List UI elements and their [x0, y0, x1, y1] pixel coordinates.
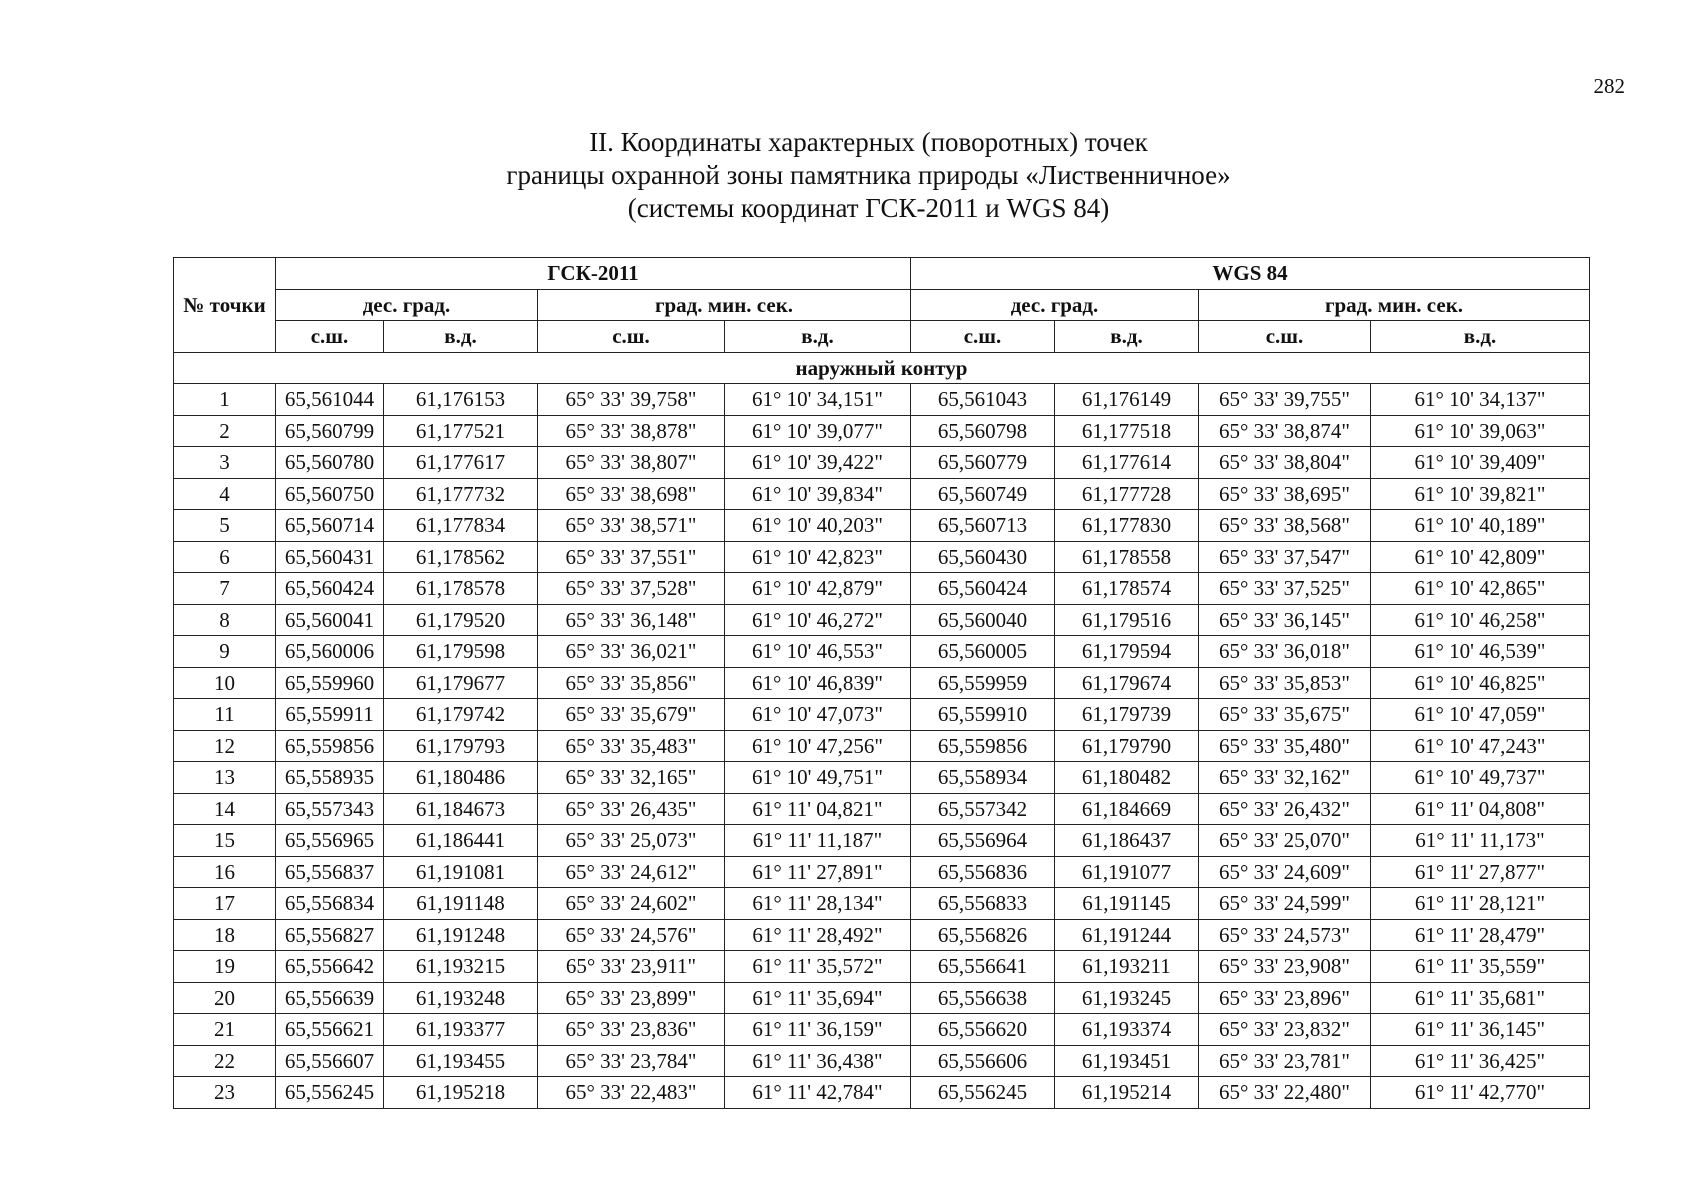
- gsk-dms-lon-cell: 61° 11' 36,159": [725, 1014, 911, 1046]
- coordinates-table: [173, 257, 1590, 1109]
- gsk-dms-lat-cell: 65° 33' 25,073": [538, 825, 725, 857]
- wgs-dec-lat-cell: 65,556964: [911, 825, 1055, 857]
- wgs-dms-lat-cell: 65° 33' 35,675": [1199, 699, 1371, 731]
- gsk-dms-lat-cell: 65° 33' 24,602": [538, 888, 725, 920]
- gsk-dms-lat-cell: 65° 33' 37,528": [538, 573, 725, 605]
- gsk-dec-lat-cell: 65,560431: [276, 541, 384, 573]
- wgs-dec-lon-cell: 61,178558: [1055, 541, 1199, 573]
- point-number-cell: 9: [174, 636, 276, 668]
- wgs-dec-lon-cell: 61,179739: [1055, 699, 1199, 731]
- wgs-dec-lon-cell: 61,178574: [1055, 573, 1199, 605]
- wgs-dms-lat-cell: 65° 33' 36,018": [1199, 636, 1371, 668]
- table-row: [174, 1014, 1590, 1046]
- wgs-dec-lon-cell: 61,186437: [1055, 825, 1199, 857]
- header-system-wgs84: WGS 84: [911, 258, 1590, 290]
- gsk-dec-lon-cell: 61,178562: [384, 541, 538, 573]
- wgs-dms-lat-cell: 65° 33' 24,599": [1199, 888, 1371, 920]
- gsk-dms-lon-cell: 61° 10' 42,879": [725, 573, 911, 605]
- wgs-dms-lon-cell: 61° 11' 11,173": [1371, 825, 1590, 857]
- wgs-dec-lon-cell: 61,193451: [1055, 1045, 1199, 1077]
- wgs-dms-lat-cell: 65° 33' 24,609": [1199, 856, 1371, 888]
- gsk-dec-lat-cell: 65,560714: [276, 510, 384, 542]
- table-row: [174, 573, 1590, 605]
- wgs-dms-lat-cell: 65° 33' 38,804": [1199, 447, 1371, 479]
- wgs-dms-lon-cell: 61° 10' 39,063": [1371, 415, 1590, 447]
- gsk-dms-lat-cell: 65° 33' 23,911": [538, 951, 725, 983]
- wgs-dms-lon-cell: 61° 10' 39,409": [1371, 447, 1590, 479]
- table-row: [174, 1045, 1590, 1077]
- gsk-dec-lat-cell: 65,560041: [276, 604, 384, 636]
- gsk-dms-lat-cell: 65° 33' 38,571": [538, 510, 725, 542]
- wgs-dms-lat-cell: 65° 33' 23,908": [1199, 951, 1371, 983]
- gsk-dec-lat-cell: 65,556827: [276, 919, 384, 951]
- header-wgs-dec-lat: с.ш.: [911, 321, 1055, 353]
- wgs-dec-lon-cell: 61,177518: [1055, 415, 1199, 447]
- wgs-dms-lon-cell: 61° 11' 04,808": [1371, 793, 1590, 825]
- gsk-dms-lon-cell: 61° 10' 34,151": [725, 384, 911, 416]
- wgs-dms-lat-cell: 65° 33' 23,781": [1199, 1045, 1371, 1077]
- wgs-dec-lat-cell: 65,560430: [911, 541, 1055, 573]
- table-row: [174, 951, 1590, 983]
- gsk-dms-lon-cell: 61° 11' 35,694": [725, 982, 911, 1014]
- gsk-dec-lon-cell: 61,177521: [384, 415, 538, 447]
- wgs-dec-lat-cell: 65,559910: [911, 699, 1055, 731]
- point-number-cell: 20: [174, 982, 276, 1014]
- wgs-dms-lat-cell: 65° 33' 38,695": [1199, 478, 1371, 510]
- wgs-dec-lat-cell: 65,559856: [911, 730, 1055, 762]
- gsk-dec-lat-cell: 65,558935: [276, 762, 384, 794]
- gsk-dms-lat-cell: 65° 33' 36,148": [538, 604, 725, 636]
- wgs-dms-lon-cell: 61° 10' 46,539": [1371, 636, 1590, 668]
- wgs-dec-lon-cell: 61,179594: [1055, 636, 1199, 668]
- gsk-dec-lon-cell: 61,180486: [384, 762, 538, 794]
- point-number-cell: 23: [174, 1077, 276, 1109]
- gsk-dms-lon-cell: 61° 10' 40,203": [725, 510, 911, 542]
- wgs-dms-lon-cell: 61° 11' 35,559": [1371, 951, 1590, 983]
- point-number-cell: 12: [174, 730, 276, 762]
- table-row: [174, 604, 1590, 636]
- wgs-dec-lon-cell: 61,191077: [1055, 856, 1199, 888]
- wgs-dec-lon-cell: 61,179516: [1055, 604, 1199, 636]
- gsk-dms-lat-cell: 65° 33' 37,551": [538, 541, 725, 573]
- document-title: [0, 126, 1697, 225]
- table-row: [174, 699, 1590, 731]
- gsk-dms-lon-cell: 61° 10' 46,839": [725, 667, 911, 699]
- wgs-dms-lon-cell: 61° 10' 34,137": [1371, 384, 1590, 416]
- wgs-dms-lon-cell: 61° 10' 47,059": [1371, 699, 1590, 731]
- gsk-dec-lat-cell: 65,556639: [276, 982, 384, 1014]
- section-row: [174, 352, 1590, 384]
- wgs-dms-lat-cell: 65° 33' 38,874": [1199, 415, 1371, 447]
- wgs-dms-lon-cell: 61° 10' 47,243": [1371, 730, 1590, 762]
- wgs-dec-lat-cell: 65,560713: [911, 510, 1055, 542]
- gsk-dec-lon-cell: 61,177834: [384, 510, 538, 542]
- gsk-dec-lat-cell: 65,556642: [276, 951, 384, 983]
- wgs-dms-lon-cell: 61° 10' 39,821": [1371, 478, 1590, 510]
- wgs-dms-lat-cell: 65° 33' 32,162": [1199, 762, 1371, 794]
- wgs-dec-lat-cell: 65,559959: [911, 667, 1055, 699]
- gsk-dms-lat-cell: 65° 33' 35,483": [538, 730, 725, 762]
- wgs-dec-lat-cell: 65,556638: [911, 982, 1055, 1014]
- section-label: наружный контур: [174, 352, 1590, 384]
- gsk-dec-lat-cell: 65,560750: [276, 478, 384, 510]
- gsk-dec-lat-cell: 65,560799: [276, 415, 384, 447]
- gsk-dms-lat-cell: 65° 33' 26,435": [538, 793, 725, 825]
- title-line-1: II. Координаты характерных (поворотных) точек: [589, 127, 1148, 157]
- wgs-dec-lat-cell: 65,556245: [911, 1077, 1055, 1109]
- gsk-dms-lon-cell: 61° 10' 47,073": [725, 699, 911, 731]
- gsk-dms-lat-cell: 65° 33' 38,698": [538, 478, 725, 510]
- header-wgs-dms-lon: в.д.: [1371, 321, 1590, 353]
- table-body: [174, 352, 1590, 1108]
- point-number-cell: 8: [174, 604, 276, 636]
- wgs-dec-lon-cell: 61,177728: [1055, 478, 1199, 510]
- point-number-cell: 15: [174, 825, 276, 857]
- gsk-dms-lon-cell: 61° 10' 39,077": [725, 415, 911, 447]
- point-number-cell: 18: [174, 919, 276, 951]
- point-number-cell: 19: [174, 951, 276, 983]
- point-number-cell: 13: [174, 762, 276, 794]
- wgs-dms-lon-cell: 61° 10' 42,809": [1371, 541, 1590, 573]
- wgs-dec-lon-cell: 61,193245: [1055, 982, 1199, 1014]
- wgs-dms-lat-cell: 65° 33' 25,070": [1199, 825, 1371, 857]
- point-number-cell: 21: [174, 1014, 276, 1046]
- wgs-dec-lat-cell: 65,556833: [911, 888, 1055, 920]
- gsk-dms-lat-cell: 65° 33' 24,576": [538, 919, 725, 951]
- table-row: [174, 919, 1590, 951]
- wgs-dms-lon-cell: 61° 11' 35,681": [1371, 982, 1590, 1014]
- point-number-cell: 5: [174, 510, 276, 542]
- wgs-dms-lon-cell: 61° 10' 46,258": [1371, 604, 1590, 636]
- gsk-dec-lat-cell: 65,556965: [276, 825, 384, 857]
- wgs-dec-lat-cell: 65,556836: [911, 856, 1055, 888]
- wgs-dec-lon-cell: 61,193211: [1055, 951, 1199, 983]
- wgs-dms-lat-cell: 65° 33' 24,573": [1199, 919, 1371, 951]
- wgs-dec-lon-cell: 61,184669: [1055, 793, 1199, 825]
- wgs-dec-lon-cell: 61,191244: [1055, 919, 1199, 951]
- gsk-dms-lat-cell: 65° 33' 23,784": [538, 1045, 725, 1077]
- wgs-dec-lat-cell: 65,556641: [911, 951, 1055, 983]
- gsk-dms-lon-cell: 61° 10' 46,553": [725, 636, 911, 668]
- gsk-dec-lat-cell: 65,557343: [276, 793, 384, 825]
- header-wgs-dec-lon: в.д.: [1055, 321, 1199, 353]
- gsk-dec-lon-cell: 61,193377: [384, 1014, 538, 1046]
- wgs-dms-lat-cell: 65° 33' 23,896": [1199, 982, 1371, 1014]
- gsk-dms-lat-cell: 65° 33' 38,878": [538, 415, 725, 447]
- title-line-2: границы охранной зоны памятника природы «Лиственничное»: [506, 160, 1231, 190]
- wgs-dec-lat-cell: 65,560424: [911, 573, 1055, 605]
- gsk-dms-lon-cell: 61° 11' 11,187": [725, 825, 911, 857]
- point-number-cell: 4: [174, 478, 276, 510]
- gsk-dms-lon-cell: 61° 10' 47,256": [725, 730, 911, 762]
- gsk-dms-lon-cell: 61° 10' 49,751": [725, 762, 911, 794]
- table-row: [174, 415, 1590, 447]
- wgs-dms-lon-cell: 61° 11' 28,479": [1371, 919, 1590, 951]
- wgs-dms-lat-cell: 65° 33' 37,547": [1199, 541, 1371, 573]
- wgs-dec-lat-cell: 65,560040: [911, 604, 1055, 636]
- header-system-gsk2011: ГСК-2011: [276, 258, 911, 290]
- wgs-dms-lon-cell: 61° 10' 40,189": [1371, 510, 1590, 542]
- gsk-dec-lon-cell: 61,193455: [384, 1045, 538, 1077]
- gsk-dec-lon-cell: 61,191248: [384, 919, 538, 951]
- wgs-dec-lat-cell: 65,560749: [911, 478, 1055, 510]
- gsk-dec-lon-cell: 61,177617: [384, 447, 538, 479]
- header-wgs-dms-lat: с.ш.: [1199, 321, 1371, 353]
- wgs-dec-lat-cell: 65,560798: [911, 415, 1055, 447]
- header-gsk-dms-lon: в.д.: [725, 321, 911, 353]
- gsk-dec-lon-cell: 61,177732: [384, 478, 538, 510]
- point-number-cell: 14: [174, 793, 276, 825]
- gsk-dms-lon-cell: 61° 10' 46,272": [725, 604, 911, 636]
- gsk-dms-lat-cell: 65° 33' 24,612": [538, 856, 725, 888]
- point-number-cell: 16: [174, 856, 276, 888]
- gsk-dec-lon-cell: 61,178578: [384, 573, 538, 605]
- wgs-dec-lon-cell: 61,177614: [1055, 447, 1199, 479]
- page-number: 282: [1593, 74, 1625, 98]
- gsk-dec-lon-cell: 61,176153: [384, 384, 538, 416]
- gsk-dec-lat-cell: 65,559960: [276, 667, 384, 699]
- header-point-number: № точки: [174, 258, 276, 353]
- gsk-dms-lon-cell: 61° 10' 39,422": [725, 447, 911, 479]
- gsk-dec-lon-cell: 61,195218: [384, 1077, 538, 1109]
- gsk-dec-lon-cell: 61,179742: [384, 699, 538, 731]
- gsk-dec-lon-cell: 61,184673: [384, 793, 538, 825]
- table-row: [174, 510, 1590, 542]
- header-gsk-decimal-degrees: дес. град.: [276, 289, 538, 321]
- header-wgs-decimal-degrees: дес. град.: [911, 289, 1199, 321]
- table-row: [174, 825, 1590, 857]
- table-header: [174, 258, 1590, 353]
- gsk-dms-lat-cell: 65° 33' 38,807": [538, 447, 725, 479]
- gsk-dec-lat-cell: 65,559856: [276, 730, 384, 762]
- gsk-dms-lon-cell: 61° 11' 36,438": [725, 1045, 911, 1077]
- wgs-dec-lon-cell: 61,193374: [1055, 1014, 1199, 1046]
- gsk-dms-lat-cell: 65° 33' 23,899": [538, 982, 725, 1014]
- gsk-dec-lat-cell: 65,556834: [276, 888, 384, 920]
- wgs-dec-lat-cell: 65,557342: [911, 793, 1055, 825]
- wgs-dms-lon-cell: 61° 11' 36,145": [1371, 1014, 1590, 1046]
- wgs-dms-lat-cell: 65° 33' 35,853": [1199, 667, 1371, 699]
- table-row: [174, 888, 1590, 920]
- gsk-dms-lon-cell: 61° 10' 42,823": [725, 541, 911, 573]
- wgs-dec-lat-cell: 65,556620: [911, 1014, 1055, 1046]
- gsk-dec-lat-cell: 65,560006: [276, 636, 384, 668]
- gsk-dms-lon-cell: 61° 11' 28,134": [725, 888, 911, 920]
- table-row: [174, 982, 1590, 1014]
- wgs-dms-lat-cell: 65° 33' 26,432": [1199, 793, 1371, 825]
- header-wgs-dms: град. мин. сек.: [1199, 289, 1590, 321]
- table-row: [174, 793, 1590, 825]
- gsk-dms-lat-cell: 65° 33' 35,679": [538, 699, 725, 731]
- wgs-dec-lat-cell: 65,561043: [911, 384, 1055, 416]
- gsk-dec-lon-cell: 61,179793: [384, 730, 538, 762]
- gsk-dms-lat-cell: 65° 33' 35,856": [538, 667, 725, 699]
- wgs-dms-lat-cell: 65° 33' 39,755": [1199, 384, 1371, 416]
- gsk-dec-lat-cell: 65,556245: [276, 1077, 384, 1109]
- table-row: [174, 541, 1590, 573]
- wgs-dec-lon-cell: 61,195214: [1055, 1077, 1199, 1109]
- header-gsk-dec-lat: с.ш.: [276, 321, 384, 353]
- wgs-dms-lon-cell: 61° 11' 36,425": [1371, 1045, 1590, 1077]
- gsk-dec-lon-cell: 61,191148: [384, 888, 538, 920]
- point-number-cell: 2: [174, 415, 276, 447]
- point-number-cell: 1: [174, 384, 276, 416]
- wgs-dms-lat-cell: 65° 33' 38,568": [1199, 510, 1371, 542]
- gsk-dms-lat-cell: 65° 33' 23,836": [538, 1014, 725, 1046]
- wgs-dec-lat-cell: 65,556606: [911, 1045, 1055, 1077]
- gsk-dms-lon-cell: 61° 11' 42,784": [725, 1077, 911, 1109]
- wgs-dms-lat-cell: 65° 33' 37,525": [1199, 573, 1371, 605]
- gsk-dec-lon-cell: 61,179520: [384, 604, 538, 636]
- gsk-dec-lon-cell: 61,193248: [384, 982, 538, 1014]
- gsk-dms-lon-cell: 61° 11' 28,492": [725, 919, 911, 951]
- gsk-dec-lat-cell: 65,556837: [276, 856, 384, 888]
- wgs-dec-lat-cell: 65,558934: [911, 762, 1055, 794]
- point-number-cell: 10: [174, 667, 276, 699]
- wgs-dec-lat-cell: 65,560005: [911, 636, 1055, 668]
- gsk-dec-lat-cell: 65,556621: [276, 1014, 384, 1046]
- wgs-dec-lat-cell: 65,556826: [911, 919, 1055, 951]
- wgs-dec-lat-cell: 65,560779: [911, 447, 1055, 479]
- point-number-cell: 7: [174, 573, 276, 605]
- table-row: [174, 730, 1590, 762]
- table-row: [174, 667, 1590, 699]
- table-row: [174, 636, 1590, 668]
- gsk-dms-lat-cell: 65° 33' 22,483": [538, 1077, 725, 1109]
- wgs-dec-lon-cell: 61,176149: [1055, 384, 1199, 416]
- wgs-dms-lon-cell: 61° 11' 27,877": [1371, 856, 1590, 888]
- header-gsk-dms-lat: с.ш.: [538, 321, 725, 353]
- wgs-dec-lon-cell: 61,191145: [1055, 888, 1199, 920]
- gsk-dec-lon-cell: 61,179677: [384, 667, 538, 699]
- point-number-cell: 17: [174, 888, 276, 920]
- point-number-cell: 22: [174, 1045, 276, 1077]
- gsk-dec-lon-cell: 61,191081: [384, 856, 538, 888]
- gsk-dec-lon-cell: 61,186441: [384, 825, 538, 857]
- wgs-dms-lon-cell: 61° 11' 42,770": [1371, 1077, 1590, 1109]
- gsk-dec-lat-cell: 65,560780: [276, 447, 384, 479]
- point-number-cell: 11: [174, 699, 276, 731]
- header-gsk-dms: град. мин. сек.: [538, 289, 911, 321]
- wgs-dms-lat-cell: 65° 33' 23,832": [1199, 1014, 1371, 1046]
- wgs-dms-lon-cell: 61° 11' 28,121": [1371, 888, 1590, 920]
- wgs-dms-lat-cell: 65° 33' 22,480": [1199, 1077, 1371, 1109]
- gsk-dec-lon-cell: 61,193215: [384, 951, 538, 983]
- gsk-dms-lon-cell: 61° 11' 04,821": [725, 793, 911, 825]
- gsk-dms-lon-cell: 61° 11' 35,572": [725, 951, 911, 983]
- wgs-dec-lon-cell: 61,179790: [1055, 730, 1199, 762]
- table-row: [174, 762, 1590, 794]
- point-number-cell: 3: [174, 447, 276, 479]
- header-gsk-dec-lon: в.д.: [384, 321, 538, 353]
- gsk-dms-lat-cell: 65° 33' 32,165": [538, 762, 725, 794]
- wgs-dms-lat-cell: 65° 33' 35,480": [1199, 730, 1371, 762]
- wgs-dec-lon-cell: 61,179674: [1055, 667, 1199, 699]
- gsk-dms-lat-cell: 65° 33' 36,021": [538, 636, 725, 668]
- gsk-dec-lat-cell: 65,556607: [276, 1045, 384, 1077]
- table-row: [174, 1077, 1590, 1109]
- wgs-dms-lon-cell: 61° 10' 46,825": [1371, 667, 1590, 699]
- wgs-dec-lon-cell: 61,177830: [1055, 510, 1199, 542]
- gsk-dms-lon-cell: 61° 10' 39,834": [725, 478, 911, 510]
- table-row: [174, 384, 1590, 416]
- wgs-dms-lat-cell: 65° 33' 36,145": [1199, 604, 1371, 636]
- gsk-dec-lon-cell: 61,179598: [384, 636, 538, 668]
- table-row: [174, 856, 1590, 888]
- gsk-dms-lon-cell: 61° 11' 27,891": [725, 856, 911, 888]
- table-row: [174, 478, 1590, 510]
- wgs-dms-lon-cell: 61° 10' 49,737": [1371, 762, 1590, 794]
- point-number-cell: 6: [174, 541, 276, 573]
- gsk-dms-lat-cell: 65° 33' 39,758": [538, 384, 725, 416]
- wgs-dec-lon-cell: 61,180482: [1055, 762, 1199, 794]
- wgs-dms-lon-cell: 61° 10' 42,865": [1371, 573, 1590, 605]
- gsk-dec-lat-cell: 65,560424: [276, 573, 384, 605]
- gsk-dec-lat-cell: 65,559911: [276, 699, 384, 731]
- title-line-3: (системы координат ГСК-2011 и WGS 84): [627, 193, 1110, 223]
- table-row: [174, 447, 1590, 479]
- gsk-dec-lat-cell: 65,561044: [276, 384, 384, 416]
